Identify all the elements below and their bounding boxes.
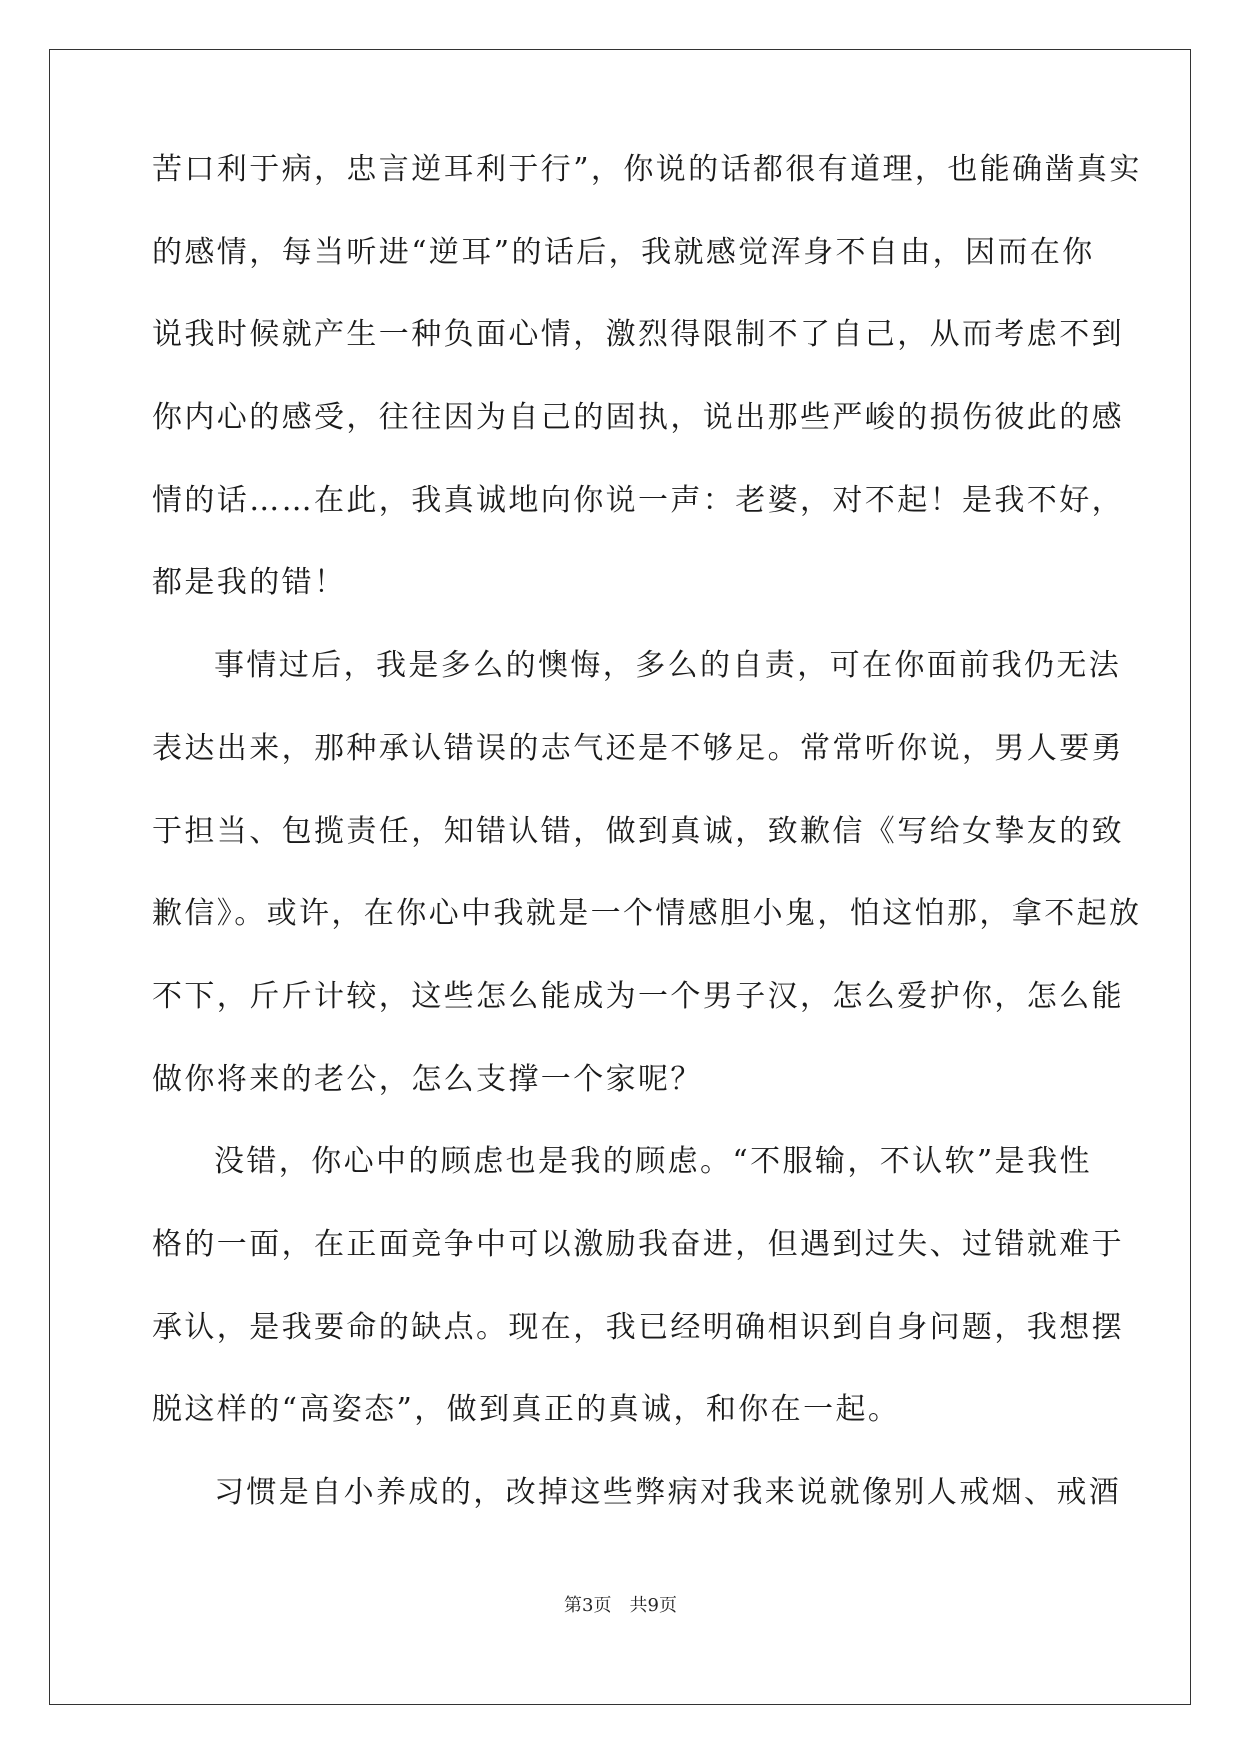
text-line: 承认，是我要命的缺点。现在，我已经明确相识到自身问题，我想摆 <box>152 1309 1124 1345</box>
page-footer <box>0 1594 1241 1618</box>
paragraph-first-line: 没错，你心中的顾虑也是我的顾虑。“不服输，不认软”是我性 <box>214 1144 1092 1180</box>
text-line: 不下，斤斤计较，这些怎么能成为一个男子汉，怎么爱护你，怎么能 <box>152 978 1124 1014</box>
text-line: 说我时候就产生一种负面心情，激烈得限制不了自己，从而考虑不到 <box>152 317 1124 353</box>
text-line: 都是我的错！ <box>152 565 347 601</box>
paragraph-first-line: 习惯是自小养成的，改掉这些弊病对我来说就像别人戒烟、戒酒 <box>214 1475 1122 1510</box>
text-line: 做你将来的老公，怎么支撑一个家呢？ <box>152 1061 703 1097</box>
document-body <box>152 150 1142 1556</box>
paragraph-first-line: 事情过后，我是多么的懊悔，多么的自责，可在你面前我仍无法 <box>214 648 1122 684</box>
text-line: 歉信》。或许，在你心中我就是一个情感胆小鬼，怕这怕那，拿不起放 <box>152 896 1142 932</box>
text-line: 格的一面，在正面竞争中可以激励我奋进，但遇到过失、过错就难于 <box>152 1226 1124 1262</box>
page-total: 共9页 <box>629 1595 677 1616</box>
text-line: 苦口利于病，忠言逆耳利于行”，你说的话都很有道理，也能确凿真实 <box>152 152 1142 187</box>
page-number: 第3页 <box>564 1595 612 1616</box>
text-line: 的感情，每当听进“逆耳”的话后，我就感觉浑身不自由，因而在你 <box>152 234 1095 270</box>
text-line: 你内心的感受，往往因为自己的固执，说出那些严峻的损伤彼此的感 <box>152 400 1124 436</box>
text-line: 脱这样的“高姿态”，做到真正的真诚，和你在一起。 <box>152 1392 901 1428</box>
text-line: 表达出来，那种承认错误的志气还是不够足。常常听你说，男人要勇 <box>152 730 1124 766</box>
text-line: 于担当、包揽责任，知错认错，做到真诚，致歉信《写给女挚友的致 <box>152 813 1124 849</box>
text-line: 情的话……在此，我真诚地向你说一声：老婆，对不起！是我不好， <box>152 482 1124 518</box>
